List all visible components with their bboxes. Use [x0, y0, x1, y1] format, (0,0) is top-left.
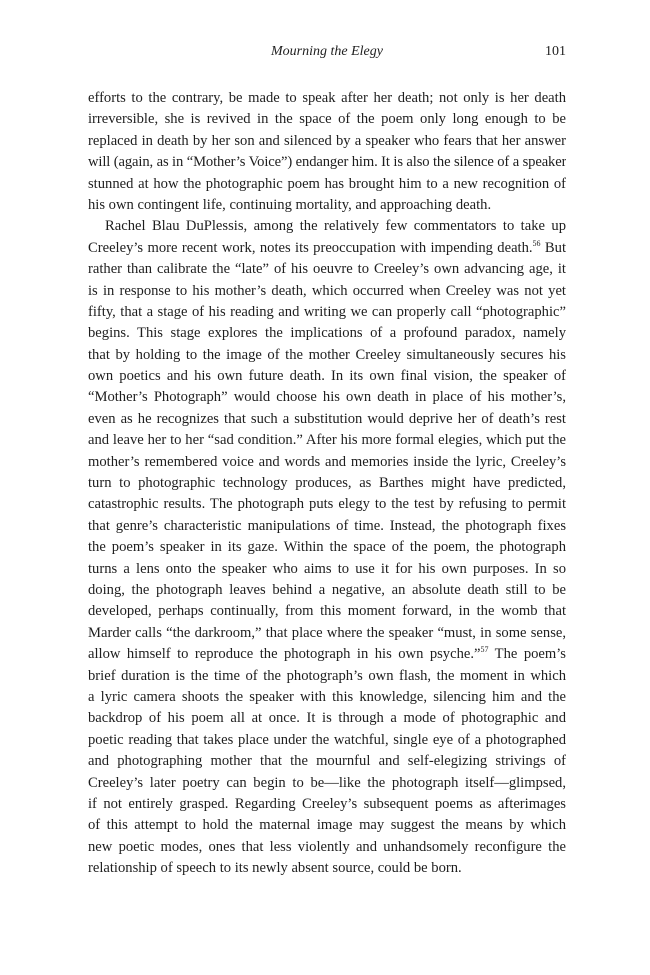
endnote-57[interactable]: 57 [480, 645, 489, 655]
body-text [88, 88, 566, 879]
text-line: and leave her to her “sad condition.” After his more formal elegies, which put the [88, 432, 566, 449]
text-line: turns a lens onto the speaker who aims to use it for his own purposes. In so [88, 560, 566, 577]
text-line: catastrophic results. The photograph puts elegy to the test by refusing to permit [88, 496, 566, 513]
page-number: 101 [545, 44, 566, 59]
text-line: even as he recognizes that such a substitution would deprive her of death’s rest [88, 410, 566, 427]
endnote-56[interactable]: 56 [532, 238, 541, 248]
text-line: fifty, that a stage of his reading and writing we can properly call “photographic” [88, 303, 566, 320]
text-line: replaced in death by her son and silenced by a speaker who fears that her answer [88, 132, 566, 149]
text-line: begins. This stage explores the implications of a profound paradox, namely [88, 325, 566, 342]
text-line: is in response to his mother’s death, which occurred when Creeley was not yet [88, 282, 566, 299]
text-line: doing, the photograph leaves behind a negative, an absolute death still to be [88, 581, 566, 598]
text-line: brief duration is the time of the photograph’s own flash, the moment in which [88, 667, 566, 684]
text-line: backdrop of his poem all at once. It is through a mode of photographic and [88, 710, 566, 727]
text-line-with-note [88, 644, 566, 665]
text-line: and photographing mother that the mournful and self-elegizing strivings of [88, 753, 566, 770]
text-line: efforts to the contrary, be made to speak after her death; not only is her death [88, 90, 566, 106]
text-line: of this attempt to hold the maternal image may suggest the means by which [88, 817, 566, 834]
text-line: that by holding to the image of the mother Creeley simultaneously secures his [88, 346, 566, 363]
text-line: his own contingent life, continuing mortality, and approaching death. [88, 196, 492, 213]
text-line-with-note [88, 238, 566, 259]
line-text-after-note: The poem’s [488, 646, 566, 663]
paragraph-1 [88, 88, 566, 216]
text-line: developed, perhaps continually, from this moment forward, in the womb that [88, 603, 566, 620]
text-line: poetic reading that takes place under the watchful, single eye of a photographed [88, 731, 566, 748]
text-line: Creeley’s later poetry can begin to be—like the photograph itself—glimpsed, [88, 774, 566, 791]
text-line: relationship of speech to its newly absent source, could be born. [88, 860, 462, 877]
text-line: that genre’s characteristic manipulations of time. Instead, the photograph fixes [88, 517, 566, 534]
text-line: Marder calls “the darkroom,” that place where the speaker “must, in some sense, [88, 624, 566, 641]
running-title: Mourning the Elegy [271, 44, 383, 59]
text-line: a lyric camera shoots the speaker with this knowledge, silencing him and the [88, 688, 566, 705]
line-text-after-note: But [540, 239, 566, 256]
text-line: own poetics and his own future death. In its own final vision, the speaker of [88, 368, 566, 385]
line-text: Creeley’s more recent work, notes its preoccupation with impending death. [88, 239, 533, 256]
text-line: Rachel Blau DuPlessis, among the relatively few commentators to take up [105, 218, 566, 235]
text-line: irreversible, she is revived in the space of the poem only long enough to be [88, 111, 566, 128]
text-line: mother’s remembered voice and words and memories inside the lyric, Creeley’s [88, 453, 566, 470]
text-line: if not entirely grasped. Regarding Creeley’s subsequent poems as afterimages [88, 795, 566, 812]
text-line: new poetic modes, ones that less violently and unhandsomely reconfigure the [88, 838, 566, 855]
text-line: stunned at how the photographic poem has brought him to a new recognition of [88, 175, 566, 192]
text-line: “Mother’s Photograph” would choose his own death in place of his mother’s, [88, 389, 566, 406]
text-line: rather than calibrate the “late” of his oeuvre to Creeley’s own advancing age, it [88, 261, 566, 278]
text-line: the poem’s speaker in its gaze. Within the space of the poem, the photograph [88, 539, 566, 556]
paragraph-2 [88, 216, 566, 879]
running-head [88, 44, 566, 64]
line-text: allow himself to reproduce the photograph in his own psyche.” [88, 646, 481, 663]
text-line: turn to photographic technology produces, as Barthes might have predicted, [88, 475, 566, 492]
text-line: will (again, as in “Mother’s Voice”) endanger him. It is also the silence of a speaker [88, 154, 566, 171]
